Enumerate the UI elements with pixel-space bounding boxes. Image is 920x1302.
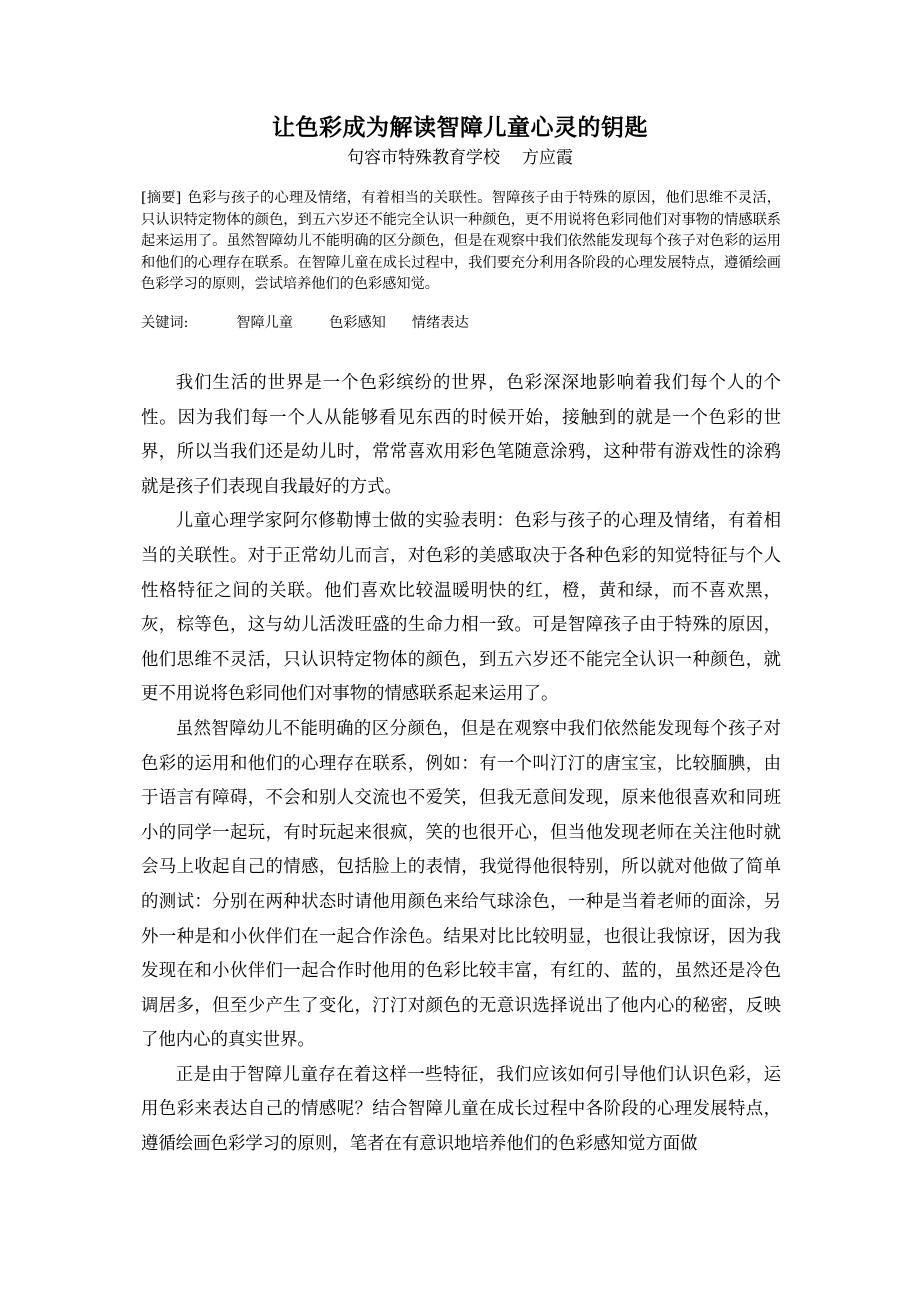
author-name: 方应霞 [522,148,573,168]
body-text [141,366,781,1162]
abstract-block [141,188,781,296]
keyword-item: 情绪表达 [411,315,469,331]
body-paragraph: 儿童心理学家阿尔修勒博士做的实验表明：色彩与孩子的心理及情绪，有着相当的关联性。对于正常幼儿而言，对色彩的美感取决于各种色彩的知觉特征与个人性格特征之间的关联。他们喜欢比较温暖明快的红，橙，黄和绿，而不喜欢黑，灰，棕等色，这与幼儿活泼旺盛的生命力相一致。可是智障孩子由于特殊的原因，他们思维不灵活，只认识特定物体的颜色，到五六岁还不能完全认识一种颜色，就更不用说将色彩同他们对事物的情感联系起来运用了。 [141,511,781,705]
abstract-text: 色彩与孩子的心理及情绪，有着相当的关联性。智障孩子由于特殊的原因，他们思维不灵活，只认识特定物体的颜色，到五六岁还不能完全认识一种颜色，更不用说将色彩同他们对事物的情感联系起来运用了。虽然智障幼儿不能明确的区分颜色，但是在观察中我们依然能发现每个孩子对色彩的运用和他们的心理存在联系。在智障儿童在成长过程中，我们要充分利用各阶段的心理发展特点，遵循绘画色彩学习的原则，尝试培养他们的色彩感知觉。 [141,190,781,293]
keyword-item: 色彩感知 [329,315,386,331]
document-title: 让色彩成为解读智障儿童心灵的钥匙 [272,115,648,141]
body-paragraph: 正是由于智障儿童存在着这样一些特征，我们应该如何引导他们认识色彩，运用色彩来表达自己的情感呢？结合智障儿童在成长过程中各阶段的心理发展特点，遵循绘画色彩学习的原则，笔者在有意识地培养他们的色彩感知觉方面做 [141,1064,781,1155]
keywords-line [141,313,781,335]
author-byline [0,145,920,171]
keyword-item: 智障儿童 [236,315,294,331]
body-paragraph: 我们生活的世界是一个色彩缤纷的世界，色彩深深地影响着我们每个人的个性。因为我们每一个人从能够看见东西的时候开始，接触到的就是一个色彩的世界，所以当我们还是幼儿时，常常喜欢用彩色笔随意涂鸦，这种带有游戏性的涂鸦就是孩子们表现自我最好的方式。 [141,373,781,497]
body-paragraph: 虽然智障幼儿不能明确的区分颜色，但是在观察中我们依然能发现每个孩子对色彩的运用和他们的心理存在联系，例如：有一个叫汀汀的唐宝宝，比较腼腆，由于语言有障碍，不会和别人交流也不爱笑，但我无意间发现，原来他很喜欢和同班小的同学一起玩，有时玩起来很疯，笑的也很开心，但当他发现老师在关注他时就会马上收起自己的情感，包括脸上的表情，我觉得他很特别，所以就对他做了简单的测试：分别在两种状态时请他用颜色来给气球涂色，一种是当着老师的面涂，另外一种是和小伙伴们在一起合作涂色。结果对比比较明显，也很让我惊讶，因为我发现在和小伙伴们一起合作时他用的色彩比较丰富，有红的、蓝的，虽然还是冷色调居多，但至少产生了变化，汀汀对颜色的无意识选择说出了他内心的秘密，反映了他内心的真实世界。 [141,718,781,1051]
abstract-label: [摘要] [141,190,182,206]
keywords-label: 关键词: [141,315,189,331]
school-name: 句容市特殊教育学校 [347,148,500,168]
